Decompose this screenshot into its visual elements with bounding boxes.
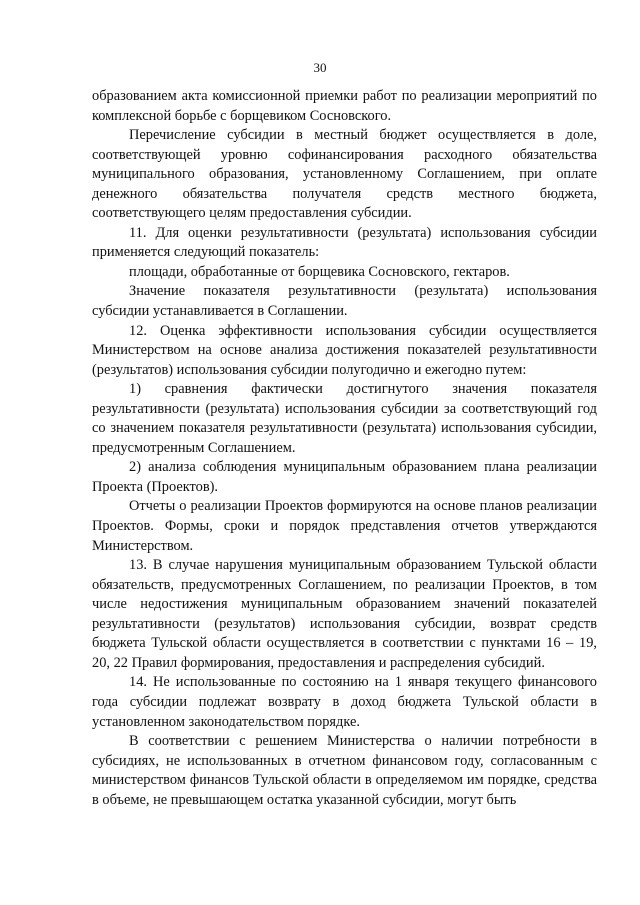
paragraph-1: образованием акта комиссионной приемки работ по реализации мероприятий по комплексной борьбе с борщевиком Сосновского. [92,88,597,124]
paragraph-6: 12. Оценка эффективности использования субсидии осуществляется Министерством на основе анализа достижения показателей результативности (результатов) использования субсидии полугодично и ежегодно путем: [92,322,597,378]
paragraph-2: Перечисление субсидии в местный бюджет осуществляется в доле, соответствующей уровню софинансирования расходного обязательства муниципального образования, установленному Соглашением, при оплате денежного обязательства получателя средств местного бюджета, соответствующего целям предоставления субсидии. [92,127,597,222]
paragraph-11: 14. Не использованные по состоянию на 1 января текущего финансового года субсидии подлежат возврату в доход бюджета Тульской области в установленном законодательством порядке. [92,674,597,730]
paragraph-9: Отчеты о реализации Проектов формируются на основе планов реализации Проектов. Формы, сроки и порядок представления отчетов утверждаются Министерством. [92,498,597,554]
page-number: 30 [313,60,327,75]
paragraph-7: 1) сравнения фактически достигнутого значения показателя результативности (результата) использования субсидии за соответствующий год со значением показателя результативности (результата) использования субсидии, предусмотренным Соглашением. [92,381,597,456]
paragraph-12: В соответствии с решением Министерства о наличии потребности в субсидиях, не использованных в отчетном финансовом году, согласованным с министерством финансов Тульской области в определяемом им порядке, средства в объеме, не превышающем остатка указанной субсидии, могут быть [92,733,597,808]
paragraph-10: 13. В случае нарушения муниципальным образованием Тульской области обязательств, предусмотренных Соглашением, по реализации Проектов, в том числе недостижения муниципальным образованием значений показателей результативности (результатов) использования субсидии, возврат средств бюджета Тульской области осуществляется в соответствии с пунктами 16 – 19, 20, 22 Правил формирования, предоставления и распределения субсидий. [92,557,597,671]
paragraph-5: Значение показателя результативности (результата) использования субсидии устанавливается в Соглашении. [92,283,597,320]
paragraph-4: площади, обработанные от борщевика Сосновского, гектаров. [129,263,510,280]
document-body [92,87,597,810]
paragraph-8: 2) анализа соблюдения муниципальным образованием плана реализации Проекта (Проектов). [92,459,597,495]
paragraph-3: 11. Для оценки результативности (результата) использования субсидии применяется следующий показатель: [92,224,597,261]
